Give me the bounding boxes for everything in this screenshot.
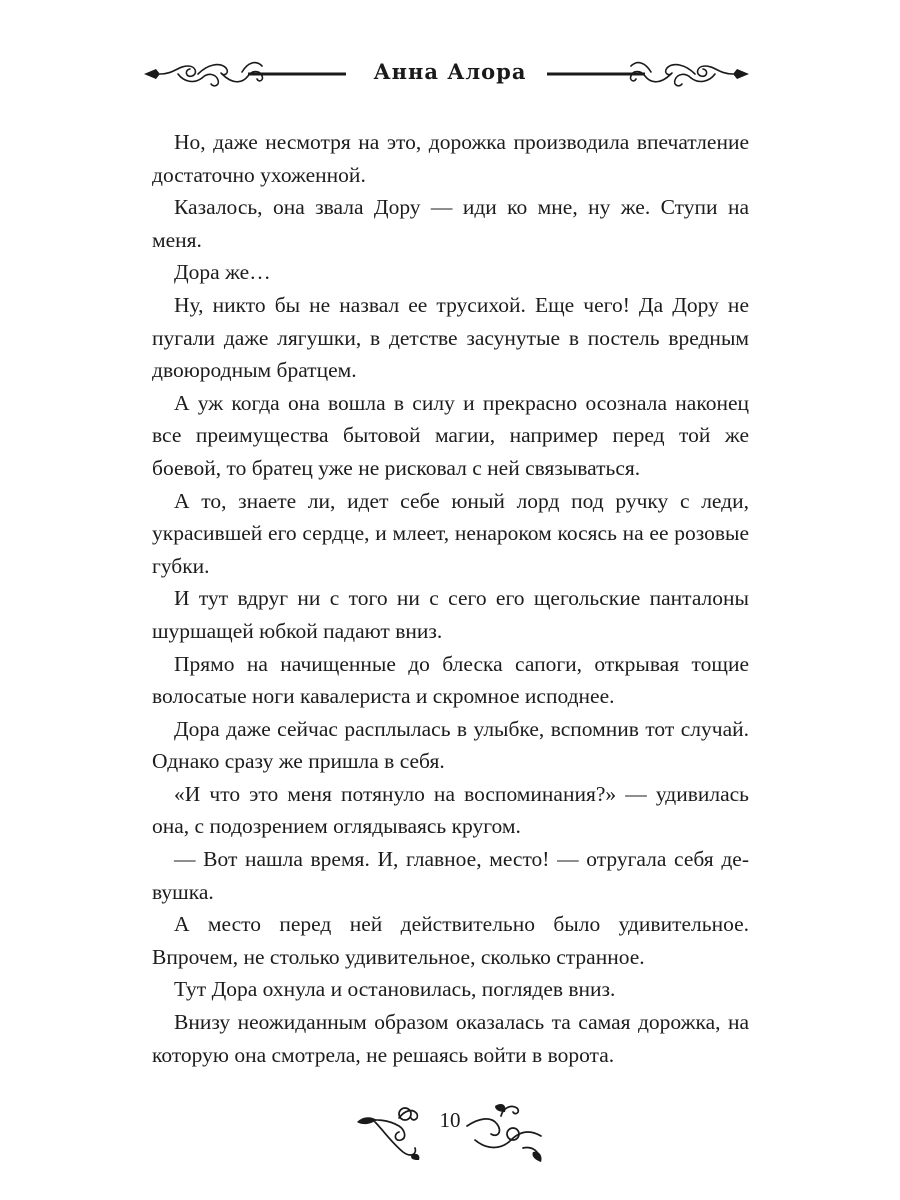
page-number: 10: [439, 1108, 461, 1132]
header-right-flourish-icon: [540, 52, 755, 96]
paragraph: Дора же…: [174, 260, 271, 285]
paragraph: Тут Дора охнула и остановилась, поглядев вниз.: [174, 977, 616, 1002]
paragraph: «И что это меня потянуло на воспоминания?» — удивилась она, с подозрением оглядываясь кругом.: [152, 781, 749, 839]
paragraph: А то, знаете ли, идет себе юный лорд под ручку с леди, украсившей его сердце, и млеет, ненароком косясь на ее розовые губки.: [152, 488, 749, 578]
paragraph: И тут вдруг ни с того ни с сего его щегольские панталоны шуршащей юбкой падают вниз.: [152, 586, 749, 643]
paragraph: Ну, никто бы не назвал ее трусихой. Еще чего! Да Дору не пугали даже лягушки, в детстве засунутые в постель вредным двоюродным братцем.: [152, 292, 749, 383]
running-header: [0, 46, 900, 102]
paragraph: Прямо на начищенные до блеска сапоги, открывая тощие волосатые ноги кавалериста и скромное исподнее.: [152, 651, 749, 709]
body-text: [152, 126, 749, 1071]
paragraph: Казалось, она звала Дору — иди ко мне, ну же. Ступи на меня.: [152, 195, 749, 252]
running-title: Анна Алора: [373, 59, 527, 84]
paragraph: А место перед ней действительно было удивительное. Впрочем, не столько удивительное, сколько странное.: [152, 912, 749, 969]
page-footer: [0, 1096, 900, 1176]
paragraph: Дора даже сейчас расплылась в улыбке, вспомнив тот случай. Однако сразу же пришла в себя.: [152, 716, 749, 774]
paragraph: — Вот нашла время. И, главное, место! — отругала себя девушка.: [152, 847, 749, 904]
paragraph: А уж когда она вошла в силу и прекрасно осознала наконец все преимущества бытовой магии, например перед той же боевой, то братец уже не рисковал с ней связываться.: [152, 390, 749, 480]
paragraph: Внизу неожиданным образом оказалась та самая дорожка, на которую она смотрела, не решаясь войти в ворота.: [152, 1010, 749, 1067]
paragraph: Но, даже несмотря на это, дорожка производила впечатление достаточно ухоженной.: [152, 130, 749, 187]
